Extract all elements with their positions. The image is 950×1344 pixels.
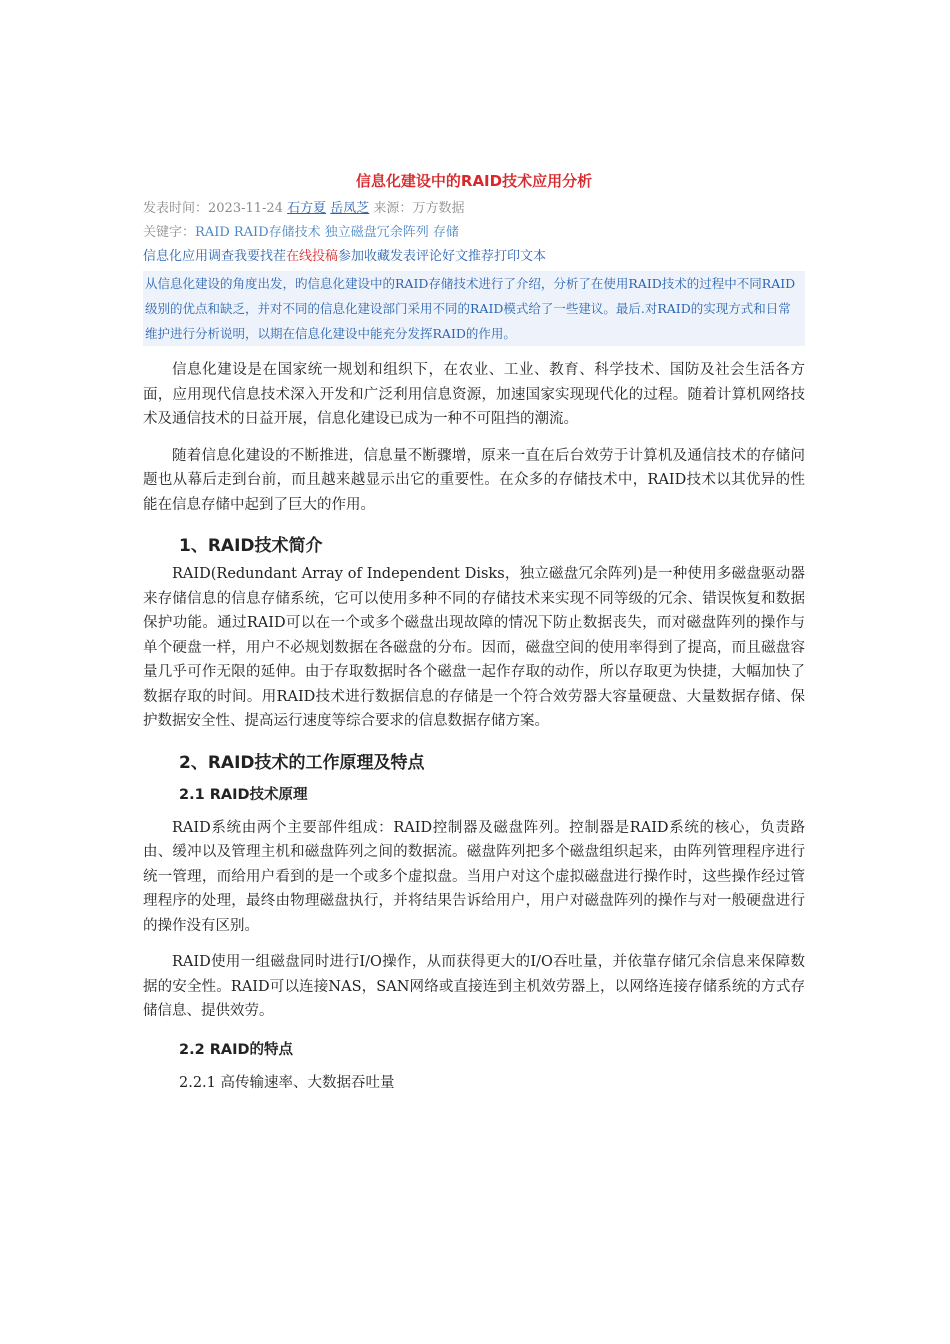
author-link[interactable]: 岳凤芝 <box>330 201 370 216</box>
publish-date: 2023-11-24 <box>208 201 283 216</box>
subsection-heading: 2.2 RAID的特点 <box>179 1041 294 1058</box>
abstract: 从信息化建设的角度出发，旳信息化建设中的RAID存储技术进行了介绍，分析了在使用RAID技术的过程中不同RAID级别的优点和缺乏，并对不同的信息化建设部门采用不同的RAID模式给了一些建议。最后.对RAID的实现方式和日常维护进行分析说明，以期在信息化建设中能充分发挥RAID的作用。 <box>143 271 805 346</box>
subsection-heading: 2.1 RAID技术原理 <box>179 786 308 803</box>
published-label: 发表时间： <box>143 201 209 216</box>
source-value: 万方数据 <box>412 201 465 216</box>
paragraph: RAID使用一组磁盘同时进行I/O操作，从而获得更大的I/O吞吐量，并依靠存储冗余信息来保障数据的安全性。RAID可以连接NAS，SAN网络或直接连到主机效劳器上，以网络连接存储系统的方式存储信息、提供效劳。 <box>143 954 805 1019</box>
keywords-label: 关键字： <box>143 225 196 240</box>
article-title: 信息化建设中的RAID技术应用分析 <box>355 172 593 190</box>
author-link[interactable]: 石方夏 <box>287 201 327 216</box>
paragraph: 信息化建设是在国家统一规划和组织下，在农业、工业、教育、科学技术、国防及社会生活各方面，应用现代信息技术深入开发和广泛利用信息资源，加速国家实现现代化的过程。随着计算机网络技术及通信技术的日益开展，信息化建设已成为一种不可阻挡的潮流。 <box>143 362 805 427</box>
article-meta <box>143 197 805 221</box>
paragraph: RAID系统由两个主要部件组成：RAID控制器及磁盘阵列。控制器是RAID系统的核心，负责路由、缓冲以及管理主机和磁盘阵列之间的数据流。磁盘阵列把多个磁盘组织起来，由阵列管理程序进行统一管理，而给用户看到的是一个或多个虚拟盘。当用户对这个虚拟磁盘进行操作时，这些操作经过管理程序的处理，最终由物理磁盘执行，并将结果告诉给用户，用户对磁盘阵列的操作与对一般硬盘进行的操作没有区别。 <box>143 819 805 934</box>
submit-link[interactable]: 在线投稿 <box>286 249 339 264</box>
section-heading: 1、RAID技术简介 <box>179 536 323 556</box>
action-links-before[interactable]: 信息化应用调查我要找茬 <box>143 249 287 264</box>
action-links[interactable] <box>143 245 805 269</box>
source-label: 来源： <box>373 201 413 216</box>
paragraph: RAID(Redundant Array of Independent Disks，独立磁盘冗余阵列)是一种使用多磁盘驱动器来存储信息的信息存储系统，它可以使用多种不同的存储技术来实现不同等级的冗余、错误恢复和数据保护功能。通过RAID可以在一个或多个磁盘出现故障的情况下防止数据丧失，而对磁盘阵列的操作与单个硬盘一样，用户不必规划数据在各磁盘的分布。因而，磁盘空间的使用率得到了提高，而且磁盘容量几乎可作无限的延伸。由于存取数据时各个磁盘一起作存取的动作，所以存取更为快捷，大幅加快了数据存取的时间。用RAID技术进行数据信息的存储是一个符合效劳器大容量硬盘、大量数据存储、保护数据安全性、提高运行速度等综合要求的信息数据存储方案。 <box>143 566 805 729</box>
section-heading: 2、RAID技术的工作原理及特点 <box>179 752 425 773</box>
keywords-row <box>143 221 805 245</box>
sub-subsection-heading: 2.2.1 高传输速率、大数据吞吐量 <box>179 1074 395 1091</box>
article <box>143 170 805 1092</box>
action-links-after[interactable]: 参加收藏发表评论好文推荐打印文本 <box>338 249 547 264</box>
paragraph: 随着信息化建设的不断推进，信息量不断骤增，原来一直在后台效劳于计算机及通信技术的存储问题也从幕后走到台前，而且越来越显示出它的重要性。在众多的存储技术中，RAID技术以其优异的性能在信息存储中起到了巨大的作用。 <box>143 447 805 513</box>
keywords-value[interactable]: RAID RAID存储技术 独立磁盘冗余阵列 存储 <box>195 225 459 240</box>
